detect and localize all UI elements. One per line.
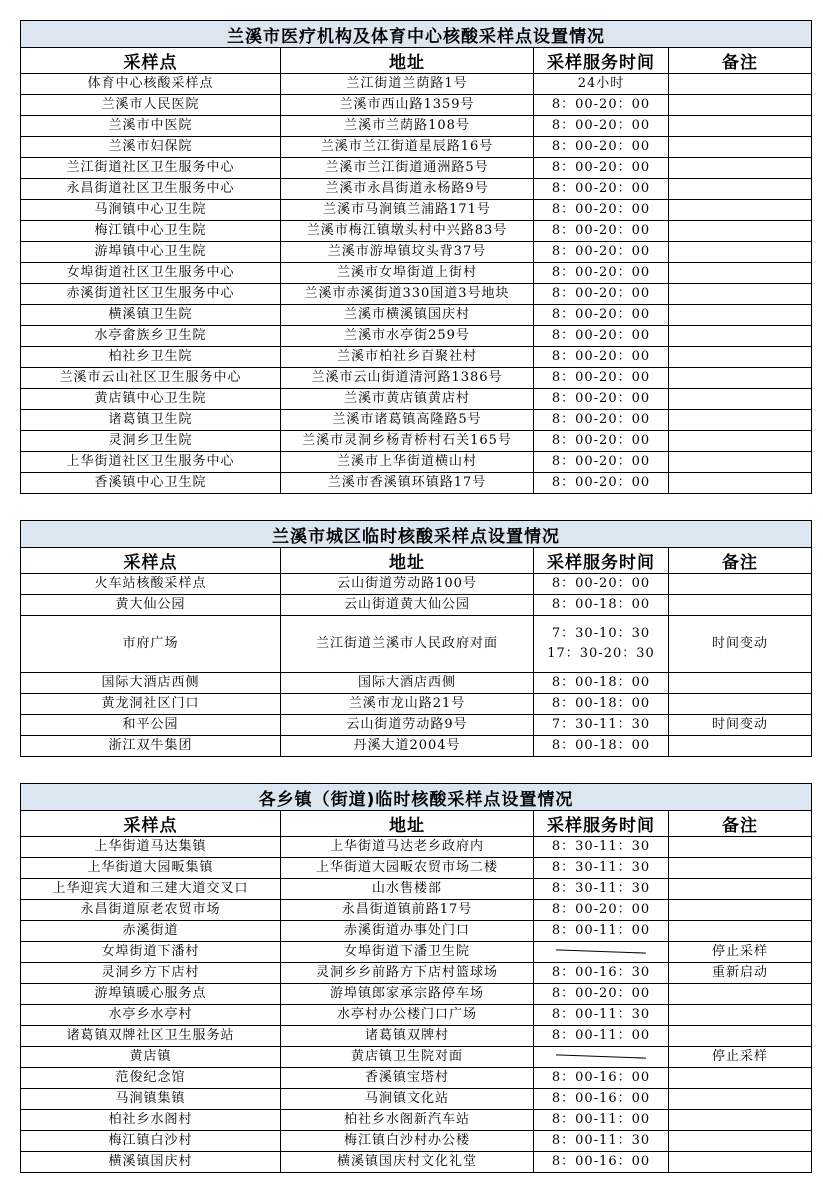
table-row bbox=[21, 694, 812, 715]
header-site: 采样点 bbox=[21, 548, 281, 574]
site-cell: 香溪镇中心卫生院 bbox=[21, 473, 281, 494]
site-cell: 游埠镇中心卫生院 bbox=[21, 242, 281, 263]
time-cell: 8：00-20：00 bbox=[534, 473, 669, 494]
note-cell: 时间变动 bbox=[669, 616, 812, 673]
site-cell: 国际大酒店西侧 bbox=[21, 673, 281, 694]
table-row bbox=[21, 984, 812, 1005]
header-note: 备注 bbox=[669, 548, 812, 574]
site-cell: 上华迎宾大道和三建大道交叉口 bbox=[21, 879, 281, 900]
table-row bbox=[21, 1005, 812, 1026]
section-title: 各乡镇（街道)临时核酸采样点设置情况 bbox=[21, 784, 812, 811]
time-cell: 8：00-18：00 bbox=[534, 673, 669, 694]
address-cell: 黄店镇卫生院对面 bbox=[281, 1047, 534, 1068]
note-cell bbox=[669, 900, 812, 921]
header-note: 备注 bbox=[669, 48, 812, 74]
note-cell: 停止采样 bbox=[669, 1047, 812, 1068]
time-cell: 8：30-11：30 bbox=[534, 879, 669, 900]
site-cell: 兰溪市妇保院 bbox=[21, 137, 281, 158]
header-note: 备注 bbox=[669, 811, 812, 837]
time-cell: 8：00-20：00 bbox=[534, 263, 669, 284]
address-cell: 兰溪市水亭街259号 bbox=[281, 326, 534, 347]
address-cell: 山水售楼部 bbox=[281, 879, 534, 900]
site-cell: 永昌街道社区卫生服务中心 bbox=[21, 179, 281, 200]
time-cell: 8：00-20：00 bbox=[534, 900, 669, 921]
note-cell bbox=[669, 158, 812, 179]
address-cell: 云山街道劳动路9号 bbox=[281, 715, 534, 736]
time-cell: 8：00-20：00 bbox=[534, 347, 669, 368]
note-cell bbox=[669, 858, 812, 879]
table-row bbox=[21, 137, 812, 158]
table-row bbox=[21, 715, 812, 736]
table-row bbox=[21, 347, 812, 368]
time-cell: 8：00-20：00 bbox=[534, 452, 669, 473]
time-cell: 8：00-20：00 bbox=[534, 158, 669, 179]
address-cell: 国际大酒店西侧 bbox=[281, 673, 534, 694]
table-row bbox=[21, 1068, 812, 1089]
address-cell: 梅江镇白沙村办公楼 bbox=[281, 1131, 534, 1152]
address-cell: 兰溪市黄店镇黄店村 bbox=[281, 389, 534, 410]
address-cell: 兰溪市永昌街道永杨路9号 bbox=[281, 179, 534, 200]
time-cell: 8：00-20：00 bbox=[534, 574, 669, 595]
address-cell: 水亭村办公楼门口广场 bbox=[281, 1005, 534, 1026]
address-cell: 云山街道劳动路100号 bbox=[281, 574, 534, 595]
time-cell: 8：00-16：00 bbox=[534, 1089, 669, 1110]
no-time-dash bbox=[556, 949, 646, 953]
time-cell: 8：00-20：00 bbox=[534, 284, 669, 305]
no-time-dash bbox=[556, 1054, 646, 1058]
note-cell: 重新启动 bbox=[669, 963, 812, 984]
time-cell: 8：00-20：00 bbox=[534, 242, 669, 263]
site-cell: 女埠街道下潘村 bbox=[21, 942, 281, 963]
site-cell: 诸葛镇卫生院 bbox=[21, 410, 281, 431]
address-cell: 马涧镇文化站 bbox=[281, 1089, 534, 1110]
time-cell: 8：00-11：00 bbox=[534, 1026, 669, 1047]
site-cell: 赤溪街道社区卫生服务中心 bbox=[21, 284, 281, 305]
note-cell: 时间变动 bbox=[669, 715, 812, 736]
address-cell: 游埠镇郎家承宗路停车场 bbox=[281, 984, 534, 1005]
address-cell: 兰溪市龙山路21号 bbox=[281, 694, 534, 715]
address-cell: 兰溪市诸葛镇高隆路5号 bbox=[281, 410, 534, 431]
address-cell: 兰溪市兰江街道通洲路5号 bbox=[281, 158, 534, 179]
note-cell bbox=[669, 326, 812, 347]
address-cell: 兰溪市云山街道清河路1386号 bbox=[281, 368, 534, 389]
table-row bbox=[21, 574, 812, 595]
note-cell bbox=[669, 431, 812, 452]
table-row bbox=[21, 473, 812, 494]
note-cell bbox=[669, 473, 812, 494]
table-row bbox=[21, 389, 812, 410]
address-cell: 赤溪街道办事处门口 bbox=[281, 921, 534, 942]
table-row bbox=[21, 284, 812, 305]
city-temporary-sites-table bbox=[20, 520, 812, 757]
note-cell bbox=[669, 1131, 812, 1152]
address-cell: 兰溪市兰江街道星辰路16号 bbox=[281, 137, 534, 158]
address-cell: 横溪镇国庆村文化礼堂 bbox=[281, 1152, 534, 1173]
time-cell: 8：00-16：00 bbox=[534, 1068, 669, 1089]
address-cell: 云山街道黄大仙公园 bbox=[281, 595, 534, 616]
township-temporary-sites-table bbox=[20, 783, 812, 1173]
site-cell: 兰溪市人民医院 bbox=[21, 95, 281, 116]
note-cell bbox=[669, 389, 812, 410]
address-cell: 兰溪市兰荫路108号 bbox=[281, 116, 534, 137]
time-cell: 8：00-20：00 bbox=[534, 200, 669, 221]
note-cell bbox=[669, 137, 812, 158]
header-site: 采样点 bbox=[21, 811, 281, 837]
note-cell bbox=[669, 984, 812, 1005]
site-cell: 赤溪街道 bbox=[21, 921, 281, 942]
note-cell bbox=[669, 347, 812, 368]
time-line-2: 17：30-20：30 bbox=[547, 646, 655, 661]
table-row bbox=[21, 1047, 812, 1068]
table-row bbox=[21, 1110, 812, 1131]
table-row bbox=[21, 1026, 812, 1047]
header-address: 地址 bbox=[281, 548, 534, 574]
address-cell: 兰溪市柏社乡百聚社村 bbox=[281, 347, 534, 368]
note-cell bbox=[669, 1026, 812, 1047]
table-row bbox=[21, 1152, 812, 1173]
address-cell: 兰溪市上华街道横山村 bbox=[281, 452, 534, 473]
address-cell: 兰江街道兰溪市人民政府对面 bbox=[281, 616, 534, 673]
table-row bbox=[21, 942, 812, 963]
site-cell: 灵洞乡卫生院 bbox=[21, 431, 281, 452]
address-cell: 丹溪大道2004号 bbox=[281, 736, 534, 757]
site-cell: 黄店镇中心卫生院 bbox=[21, 389, 281, 410]
address-cell: 兰溪市赤溪街道330国道3号地块 bbox=[281, 284, 534, 305]
table-row bbox=[21, 242, 812, 263]
time-cell: 8：00-20：00 bbox=[534, 116, 669, 137]
table-row bbox=[21, 837, 812, 858]
table-row bbox=[21, 879, 812, 900]
site-cell: 黄大仙公园 bbox=[21, 595, 281, 616]
time-cell: 8：00-20：00 bbox=[534, 984, 669, 1005]
note-cell bbox=[669, 595, 812, 616]
time-cell: 8：00-11：30 bbox=[534, 1005, 669, 1026]
table-row bbox=[21, 963, 812, 984]
time-cell: 8：30-11：30 bbox=[534, 858, 669, 879]
table-row bbox=[21, 326, 812, 347]
table-row bbox=[21, 305, 812, 326]
time-cell: 8：00-20：00 bbox=[534, 431, 669, 452]
site-cell: 火车站核酸采样点 bbox=[21, 574, 281, 595]
site-cell: 梅江镇中心卫生院 bbox=[21, 221, 281, 242]
header-time: 采样服务时间 bbox=[534, 48, 669, 74]
note-cell bbox=[669, 921, 812, 942]
time-cell: 8：30-11：30 bbox=[534, 837, 669, 858]
time-cell: 8：00-20：00 bbox=[534, 137, 669, 158]
address-cell: 上华街道马达老乡政府内 bbox=[281, 837, 534, 858]
note-cell bbox=[669, 736, 812, 757]
note-cell bbox=[669, 574, 812, 595]
time-cell: 8：00-20：00 bbox=[534, 179, 669, 200]
note-cell bbox=[669, 879, 812, 900]
table-row bbox=[21, 1089, 812, 1110]
time-cell: 8：00-18：00 bbox=[534, 694, 669, 715]
note-cell bbox=[669, 179, 812, 200]
time-cell: 8：00-20：00 bbox=[534, 368, 669, 389]
time-cell: 8：00-20：00 bbox=[534, 389, 669, 410]
table-row bbox=[21, 368, 812, 389]
header-time: 采样服务时间 bbox=[534, 811, 669, 837]
table-row bbox=[21, 116, 812, 137]
header-site: 采样点 bbox=[21, 48, 281, 74]
address-cell: 兰溪市马涧镇兰浦路171号 bbox=[281, 200, 534, 221]
address-cell: 兰溪市横溪镇国庆村 bbox=[281, 305, 534, 326]
time-line-1: 7：30-10：30 bbox=[551, 626, 651, 641]
time-cell bbox=[534, 1047, 669, 1068]
note-cell: 停止采样 bbox=[669, 942, 812, 963]
table-row bbox=[21, 1131, 812, 1152]
address-cell: 诸葛镇双牌村 bbox=[281, 1026, 534, 1047]
time-cell: 8：00-16：30 bbox=[534, 963, 669, 984]
address-cell: 兰溪市西山路1359号 bbox=[281, 95, 534, 116]
site-cell: 黄龙洞社区门口 bbox=[21, 694, 281, 715]
address-cell: 兰溪市梅江镇墩头村中兴路83号 bbox=[281, 221, 534, 242]
header-address: 地址 bbox=[281, 48, 534, 74]
section-title: 兰溪市医疗机构及体育中心核酸采样点设置情况 bbox=[21, 21, 812, 48]
site-cell: 永昌街道原老农贸市场 bbox=[21, 900, 281, 921]
time-cell: 24小时 bbox=[534, 74, 669, 95]
note-cell bbox=[669, 1152, 812, 1173]
header-time: 采样服务时间 bbox=[534, 548, 669, 574]
site-cell: 和平公园 bbox=[21, 715, 281, 736]
address-cell: 灵洞乡乡前路方下店村篮球场 bbox=[281, 963, 534, 984]
note-cell bbox=[669, 1110, 812, 1131]
table-row bbox=[21, 200, 812, 221]
note-cell bbox=[669, 1089, 812, 1110]
note-cell bbox=[669, 305, 812, 326]
header-address: 地址 bbox=[281, 811, 534, 837]
site-cell: 黄店镇 bbox=[21, 1047, 281, 1068]
note-cell bbox=[669, 1005, 812, 1026]
medical-institutions-table bbox=[20, 20, 812, 494]
note-cell bbox=[669, 837, 812, 858]
site-cell: 横溪镇卫生院 bbox=[21, 305, 281, 326]
table-row bbox=[21, 431, 812, 452]
table-row bbox=[21, 158, 812, 179]
site-cell: 上华街道大园畈集镇 bbox=[21, 858, 281, 879]
address-cell: 兰溪市女埠街道上街村 bbox=[281, 263, 534, 284]
site-cell: 马涧镇中心卫生院 bbox=[21, 200, 281, 221]
note-cell bbox=[669, 242, 812, 263]
note-cell bbox=[669, 410, 812, 431]
table-row bbox=[21, 595, 812, 616]
site-cell: 兰江街道社区卫生服务中心 bbox=[21, 158, 281, 179]
address-cell: 柏社乡水阁新汽车站 bbox=[281, 1110, 534, 1131]
site-cell: 马涧镇集镇 bbox=[21, 1089, 281, 1110]
site-cell: 柏社乡卫生院 bbox=[21, 347, 281, 368]
time-cell: 8：00-20：00 bbox=[534, 95, 669, 116]
site-cell: 柏社乡水阁村 bbox=[21, 1110, 281, 1131]
table-row bbox=[21, 95, 812, 116]
site-cell: 女埠街道社区卫生服务中心 bbox=[21, 263, 281, 284]
note-cell bbox=[669, 221, 812, 242]
table-row bbox=[21, 74, 812, 95]
note-cell bbox=[669, 284, 812, 305]
site-cell: 上华街道马达集镇 bbox=[21, 837, 281, 858]
site-cell: 游埠镇暖心服务点 bbox=[21, 984, 281, 1005]
note-cell bbox=[669, 116, 812, 137]
address-cell: 上华街道大园畈农贸市场二楼 bbox=[281, 858, 534, 879]
table-row bbox=[21, 263, 812, 284]
site-cell: 水亭乡水亭村 bbox=[21, 1005, 281, 1026]
time-cell: 8：00-20：00 bbox=[534, 221, 669, 242]
time-cell: 8：00-18：00 bbox=[534, 595, 669, 616]
site-cell: 横溪镇国庆村 bbox=[21, 1152, 281, 1173]
time-cell: 8：00-11：00 bbox=[534, 1110, 669, 1131]
site-cell: 兰溪市中医院 bbox=[21, 116, 281, 137]
section-title: 兰溪市城区临时核酸采样点设置情况 bbox=[21, 521, 812, 548]
time-cell: 8：00-16：00 bbox=[534, 1152, 669, 1173]
site-cell: 诸葛镇双牌社区卫生服务站 bbox=[21, 1026, 281, 1047]
note-cell bbox=[669, 263, 812, 284]
table-row bbox=[21, 736, 812, 757]
site-cell: 浙江双牛集团 bbox=[21, 736, 281, 757]
time-cell: 8：00-11：30 bbox=[534, 1131, 669, 1152]
note-cell bbox=[669, 95, 812, 116]
table-row bbox=[21, 616, 812, 673]
site-cell: 体育中心核酸采样点 bbox=[21, 74, 281, 95]
address-cell: 兰溪市游埠镇坟头背37号 bbox=[281, 242, 534, 263]
table-row bbox=[21, 900, 812, 921]
note-cell bbox=[669, 74, 812, 95]
time-cell: 8：00-20：00 bbox=[534, 305, 669, 326]
site-cell: 市府广场 bbox=[21, 616, 281, 673]
table-row bbox=[21, 673, 812, 694]
address-cell: 兰溪市香溪镇环镇路17号 bbox=[281, 473, 534, 494]
note-cell bbox=[669, 673, 812, 694]
site-cell: 上华街道社区卫生服务中心 bbox=[21, 452, 281, 473]
address-cell: 香溪镇宝塔村 bbox=[281, 1068, 534, 1089]
table-row bbox=[21, 410, 812, 431]
table-row bbox=[21, 179, 812, 200]
address-cell: 兰溪市灵洞乡杨青桥村石关165号 bbox=[281, 431, 534, 452]
note-cell bbox=[669, 1068, 812, 1089]
time-cell: 8：00-20：00 bbox=[534, 326, 669, 347]
time-cell bbox=[534, 942, 669, 963]
site-cell: 灵洞乡方下店村 bbox=[21, 963, 281, 984]
address-cell: 兰江街道兰荫路1号 bbox=[281, 74, 534, 95]
site-cell: 兰溪市云山社区卫生服务中心 bbox=[21, 368, 281, 389]
site-cell: 梅江镇白沙村 bbox=[21, 1131, 281, 1152]
site-cell: 水亭畲族乡卫生院 bbox=[21, 326, 281, 347]
address-cell: 永昌街道镇前路17号 bbox=[281, 900, 534, 921]
time-cell bbox=[534, 616, 669, 673]
time-cell: 8：00-11：00 bbox=[534, 921, 669, 942]
note-cell bbox=[669, 694, 812, 715]
time-cell: 8：00-20：00 bbox=[534, 410, 669, 431]
address-cell: 女埠街道下潘卫生院 bbox=[281, 942, 534, 963]
table-row bbox=[21, 858, 812, 879]
site-cell: 范俊纪念馆 bbox=[21, 1068, 281, 1089]
table-row bbox=[21, 452, 812, 473]
table-row bbox=[21, 221, 812, 242]
table-row bbox=[21, 921, 812, 942]
note-cell bbox=[669, 368, 812, 389]
time-cell: 7：30-11：30 bbox=[534, 715, 669, 736]
time-cell: 8：00-18：00 bbox=[534, 736, 669, 757]
note-cell bbox=[669, 452, 812, 473]
note-cell bbox=[669, 200, 812, 221]
